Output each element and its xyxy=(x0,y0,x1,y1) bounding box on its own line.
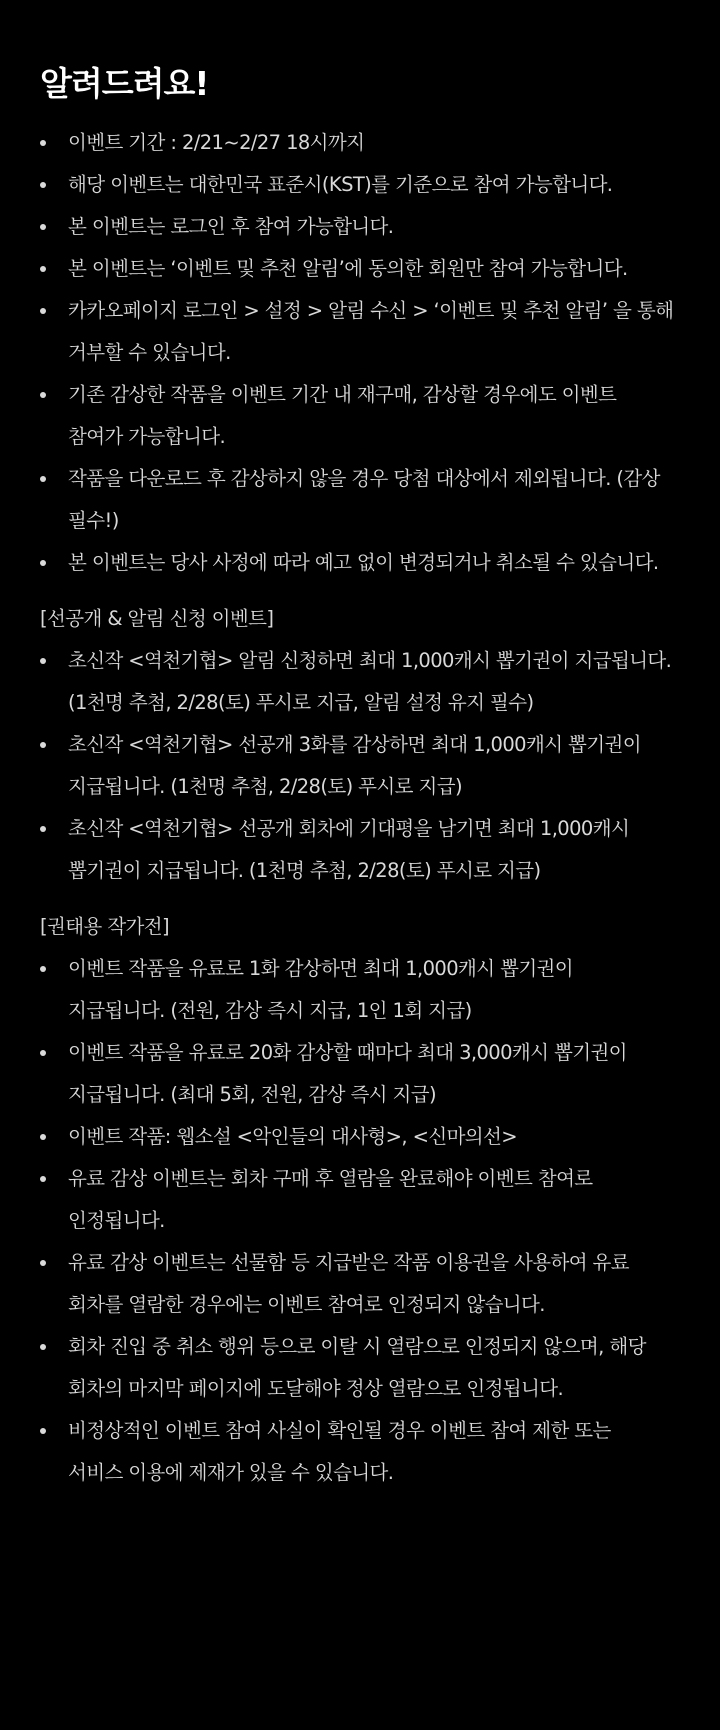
notice-item xyxy=(40,808,720,892)
notice-section xyxy=(40,906,720,1494)
notice-item-line: 비정상적인 이벤트 참여 사실이 확인될 경우 이벤트 참여 제한 또는 xyxy=(68,1419,611,1442)
bullet-icon xyxy=(40,182,46,188)
bullet-icon xyxy=(40,392,46,398)
notice-item-line: 인정됩니다. xyxy=(68,1209,165,1232)
notice-item-line: 작품을 다운로드 후 감상하지 않을 경우 당첨 대상에서 제외됩니다. (감상 xyxy=(68,467,660,490)
section-heading: [선공개 & 알림 신청 이벤트] xyxy=(40,607,274,630)
notice-item xyxy=(40,1326,720,1410)
bullet-icon xyxy=(40,1176,46,1182)
notice-item-line: 본 이벤트는 ‘이벤트 및 추천 알림’에 동의한 회원만 참여 가능합니다. xyxy=(68,257,628,280)
notice-item-line: 카카오페이지 로그인 > 설정 > 알림 수신 > ‘이벤트 및 추천 알림’ 을 통해 xyxy=(68,299,674,322)
notice-item-line: 유료 감상 이벤트는 회차 구매 후 열람을 완료해야 이벤트 참여로 xyxy=(68,1167,593,1190)
section-heading: [권태용 작가전] xyxy=(40,915,170,938)
notice-item xyxy=(40,1410,720,1494)
notice-item-line: 서비스 이용에 제재가 있을 수 있습니다. xyxy=(68,1461,394,1484)
notice-item-line: 초신작 <역천기협> 선공개 3화를 감상하면 최대 1,000캐시 뽑기권이 xyxy=(68,733,641,756)
general-notice-list xyxy=(40,122,720,584)
notice-item-line: 이벤트 작품을 유료로 20화 감상할 때마다 최대 3,000캐시 뽑기권이 xyxy=(68,1041,627,1064)
notice-item xyxy=(40,122,720,164)
notice-item-line: 지급됩니다. (전원, 감상 즉시 지급, 1인 1회 지급) xyxy=(68,999,472,1022)
notice-item-line: 지급됩니다. (최대 5회, 전원, 감상 즉시 지급) xyxy=(68,1083,437,1106)
bullet-icon xyxy=(40,308,46,314)
notice-item xyxy=(40,640,720,724)
notice-item-line: 지급됩니다. (1천명 추첨, 2/28(토) 푸시로 지급) xyxy=(68,775,462,798)
notice-title: 알려드려요! xyxy=(40,64,209,103)
bullet-icon xyxy=(40,966,46,972)
notice-item-line: 회차 진입 중 취소 행위 등으로 이탈 시 열람으로 인정되지 않으며, 해당 xyxy=(68,1335,646,1358)
notice-section xyxy=(40,598,720,892)
notice-item-line: 이벤트 작품: 웹소설 <악인들의 대사형>, <신마의선> xyxy=(68,1125,518,1148)
notice-item xyxy=(40,164,720,206)
bullet-icon xyxy=(40,1260,46,1266)
notice-item-line: 초신작 <역천기협> 선공개 회차에 기대평을 남기면 최대 1,000캐시 xyxy=(68,817,630,840)
notice-item xyxy=(40,1158,720,1242)
section-item-list xyxy=(40,948,720,1494)
notice-item-line: 이벤트 작품을 유료로 1화 감상하면 최대 1,000캐시 뽑기권이 xyxy=(68,957,574,980)
notice-item xyxy=(40,1242,720,1326)
bullet-icon xyxy=(40,560,46,566)
bullet-icon xyxy=(40,826,46,832)
notice-item-line: 회차를 열람한 경우에는 이벤트 참여로 인정되지 않습니다. xyxy=(68,1293,545,1316)
notice-item xyxy=(40,948,720,1032)
notice-item xyxy=(40,1032,720,1116)
notice-item xyxy=(40,458,720,542)
bullet-icon xyxy=(40,1050,46,1056)
bullet-icon xyxy=(40,742,46,748)
notice-item-line: 회차의 마지막 페이지에 도달해야 정상 열람으로 인정됩니다. xyxy=(68,1377,564,1400)
notice-item xyxy=(40,206,720,248)
notice-item xyxy=(40,248,720,290)
bullet-icon xyxy=(40,140,46,146)
notice-item-line: 이벤트 기간 : 2/21~2/27 18시까지 xyxy=(68,131,365,154)
notice-item-line: 초신작 <역천기협> 알림 신청하면 최대 1,000캐시 뽑기권이 지급됩니다. xyxy=(68,649,672,672)
bullet-icon xyxy=(40,1344,46,1350)
section-item-list xyxy=(40,640,720,892)
notice-item-line: 참여가 가능합니다. xyxy=(68,425,226,448)
notice-item-line: 본 이벤트는 로그인 후 참여 가능합니다. xyxy=(68,215,394,238)
notice-item-line: 뽑기권이 지급됩니다. (1천명 추첨, 2/28(토) 푸시로 지급) xyxy=(68,859,541,882)
notice-item xyxy=(40,542,720,584)
bullet-icon xyxy=(40,1428,46,1434)
bullet-icon xyxy=(40,658,46,664)
notice-item-line: 유료 감상 이벤트는 선물함 등 지급받은 작품 이용권을 사용하여 유료 xyxy=(68,1251,630,1274)
notice-item-line: 본 이벤트는 당사 사정에 따라 예고 없이 변경되거나 취소될 수 있습니다. xyxy=(68,551,659,574)
notice-item-line: 거부할 수 있습니다. xyxy=(68,341,231,364)
bullet-icon xyxy=(40,476,46,482)
notice-item-line: 해당 이벤트는 대한민국 표준시(KST)를 기준으로 참여 가능합니다. xyxy=(68,173,613,196)
notice-item-line: (1천명 추첨, 2/28(토) 푸시로 지급, 알림 설정 유지 필수) xyxy=(68,691,534,714)
notice-item xyxy=(40,724,720,808)
notice-sections xyxy=(40,598,720,1494)
bullet-icon xyxy=(40,266,46,272)
notice-item-line: 필수!) xyxy=(68,509,119,532)
notice-item xyxy=(40,374,720,458)
bullet-icon xyxy=(40,224,46,230)
bullet-icon xyxy=(40,1134,46,1140)
notice-item-line: 기존 감상한 작품을 이벤트 기간 내 재구매, 감상할 경우에도 이벤트 xyxy=(68,383,617,406)
notice-item xyxy=(40,290,720,374)
notice-item xyxy=(40,1116,720,1158)
